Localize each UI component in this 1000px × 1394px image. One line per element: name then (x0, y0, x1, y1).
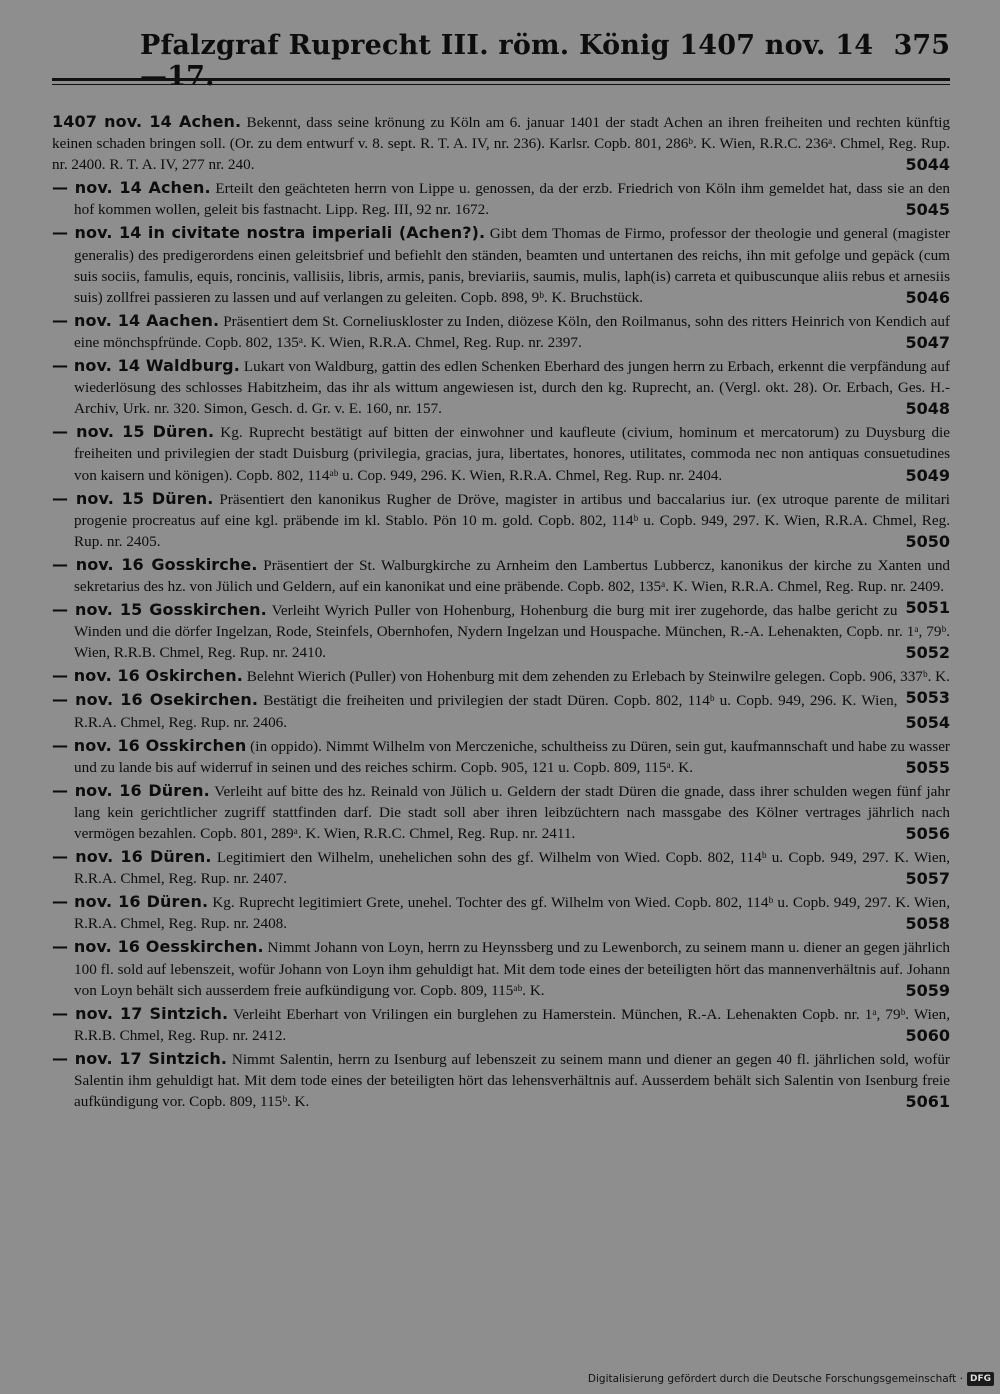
regest-entry (52, 1003, 950, 1046)
regest-entry (52, 177, 950, 220)
regest-entry (52, 1048, 950, 1112)
regest-entry (52, 222, 950, 307)
entry-number: 5058 (905, 914, 950, 934)
entry-text: Belehnt Wierich (Puller) von Hohenburg mit dem zehenden zu Erlebach by Steinwilre gelegen. Copb. 906, 337ᵇ. K. (242, 668, 950, 686)
regest-list (52, 111, 950, 1114)
entry-text: (in oppido). Nimmt Wilhelm von Merczeniche, schultheiss zu Düren, sein gut, kaufmannschaft und habe zu wasser und zu lande bis auf widerruf in seinen und des reiches schirm. Copb. 905, 121 u. Copb. 809, 115ᵃ. K. (74, 737, 950, 776)
entry-number: 5056 (905, 824, 950, 843)
page-number: 375 (893, 30, 950, 61)
entry-number: 5057 (905, 869, 950, 889)
entry-date-place: — nov. 16 Düren. (52, 780, 210, 800)
entry-text: Gibt dem Thomas de Firmo, professor der theologie und general (magister generalis) des predigerordens einen geleitsbrief und befiehlt den ständen, beamten und untertanen des reichs, ihn mit gefolge und gepäck (cum suis sociis, famulis, equis, roncinis, vallisiis, libris, armis, panis, breviariis, saumis, mulis, laph(is) carreta et quibuscunque aliis rebus et arnesiis suis) zollfrei passieren zu lassen und auf verlangen zu geleiten. Copb. 898, 9ᵇ. K. Bruchstück. (74, 225, 950, 306)
running-title: Pfalzgraf Ruprecht III. röm. König 1407 nov. 14—17. (140, 30, 874, 92)
entry-date-place: — nov. 16 Düren. (52, 847, 212, 867)
entry-number: 5055 (905, 757, 950, 777)
entry-text: Kg. Ruprecht bestätigt auf bitten der einwohner und kaufleute (civium, hominum et mercatorum) zu Duysburg die freiheiten und privilegien der stadt Duisburg (privilegia, gracias, jura, libertates, honores, utilitates, commoda nec non antiquas consuetudines von kaisern und königen). Copb. 802, 114ᵃᵇ u. Cop. 949, 296. K. Wien, R.R.A. Chmel, Reg. Rup. nr. 2404. (74, 424, 950, 484)
funding-footer (588, 1372, 994, 1386)
entry-text: Verleiht Eberhart von Vrilingen ein burglehen zu Hamerstein. München, R.-A. Lehenakten Copb. nr. 1ᵃ, 79ᵇ. Wien, R.R.B. Chmel, Reg. Rup. nr. 2412. (74, 1005, 950, 1044)
entry-number: 5059 (905, 980, 950, 1000)
regest-entry (52, 310, 950, 353)
entry-number: 5045 (905, 200, 950, 220)
entry-date-place: — nov. 14 Waldburg. (52, 356, 240, 376)
regest-entry (52, 488, 950, 552)
entry-text: Nimmt Salentin, herrn zu Isenburg auf lebenszeit zu seinem mann und diener an gegen 40 fl. jährlichen sold, wofür Salentin ihm gehuldigt hat. Mit dem tode eines der beteiligten hört das lehensverhältnis auf. Ausserdem behält sich Salentin von Isenburg freie aufkündigung vor. Copb. 809, 115ᵇ. K. (74, 1050, 950, 1111)
header-rule (52, 78, 950, 85)
entry-date-place: — nov. 14 in civitate nostra imperiali (Achen?). (52, 223, 486, 243)
entry-date-place: — nov. 15 Gosskirchen. (52, 600, 267, 620)
entry-date-place: — nov. 16 Gosskirche. (52, 554, 258, 574)
entry-number: 5044 (905, 155, 950, 175)
entry-number: 5048 (905, 399, 950, 419)
entry-date-place: — nov. 15 Düren. (52, 488, 214, 508)
entry-date-place: — nov. 17 Sintzich. (52, 1003, 229, 1023)
regest-entry (52, 421, 950, 485)
entry-date-place: — nov. 16 Oskirchen. (52, 666, 243, 686)
entry-date-place: — nov. 16 Osekirchen. (52, 690, 259, 710)
entry-date-place: — nov. 16 Osskirchen (52, 735, 247, 755)
regest-entry (52, 689, 950, 732)
entry-date-place: 1407 nov. 14 Achen. (52, 112, 242, 131)
entry-text: Verleiht Wyrich Puller von Hohenburg, Hohenburg die burg mit irer zugehorde, das halbe gericht zu Winden und die dörfer Ingelzan, Rode, Steinfels, Obernhofen, Nydern Ingelzan und Houspache. München, R.-A. Lehenakten, Copb. nr. 1ᵃ, 79ᵇ. Wien, R.R.B. Chmel, Reg. Rup. nr. 2410. (74, 602, 950, 662)
entry-number: 5060 (905, 1025, 950, 1045)
entry-date-place: — nov. 16 Düren. (52, 892, 209, 912)
regest-entry (52, 355, 950, 419)
regest-entry (52, 780, 950, 844)
entry-number: 5047 (905, 332, 950, 352)
regest-entry (52, 599, 950, 663)
regest-entry (52, 891, 950, 934)
entry-number: 5061 (905, 1092, 950, 1112)
entry-date-place: — nov. 16 Oesskirchen. (52, 937, 264, 957)
entry-text: Präsentiert dem St. Corneliuskloster zu Inden, diözese Köln, den Roilmanus, sohn des ritters Heinrich von Kendich auf eine mönchspfründe. Copb. 802, 135ᵃ. K. Wien, R.R.A. Chmel, Reg. Rup. nr. 2397. (74, 312, 950, 351)
regest-entry (52, 111, 950, 175)
entry-date-place: — nov. 14 Achen. (52, 178, 211, 198)
entry-number: 5054 (905, 712, 950, 732)
entry-text: Präsentiert den kanonikus Rugher de Dröve, magister in artibus und baccalarius iur. (ex utroque parente de militari progenie procreatus auf eine kgl. präbende im kl. Stablo. Pön 10 m. gold. Copb. 802, 114ᵇ u. Copb. 949, 297. K. Wien, R.R.A. Chmel, Reg. Rup. nr. 2405. (74, 490, 951, 550)
entry-number: 5051 (905, 598, 950, 618)
regest-entry (52, 846, 950, 889)
regest-entry (52, 936, 950, 1000)
entry-number: 5053 (905, 688, 950, 708)
funding-note: Digitalisierung gefördert durch die Deutsche Forschungsgemeinschaft · (587, 1373, 963, 1385)
entry-text: Legitimiert den Wilhelm, unehelichen sohn des gf. Wilhelm von Wied. Copb. 802, 114ᵇ u. Copb. 949, 297. K. Wien, R.R.A. Chmel, Reg. Rup. nr. 2407. (74, 849, 950, 888)
entry-text: Lukart von Waldburg, gattin des edlen Schenken Eberhard des jungen herrn zu Erbach, erkennt die verpfändung auf wiederlösung des schlosses Habitzheim, das ihr als wittum angewiesen ist, durch den kg. Ruprecht, an. (Vergl. okt. 28). Or. Erbach, Ges. H.-Archiv, Urk. nr. 320. Simon, Gesch. d. Gr. v. E. 160, nr. 157. (74, 358, 950, 418)
entry-date-place: — nov. 15 Düren. (52, 422, 215, 442)
regest-entry (52, 735, 950, 778)
page-header (52, 30, 950, 92)
entry-text: Bestätigt die freiheiten und privilegien der stadt Düren. Copb. 802, 114ᵇ u. Copb. 949, 296. K. Wien, R.R.A. Chmel, Reg. Rup. nr. 2406. (74, 692, 898, 731)
entry-text: Präsentiert der St. Walburgkirche zu Arnheim den Lambertus Lubbercz, kanonikus der kirche zu Xanten und sekretarius des hz. von Jülich und Geldern, auf ein kanonikat und eine präbende. Copb. 802, 135ᵃ. K. Wien, R.R.A. Chmel, Reg. Rup. nr. 2409. (74, 556, 951, 595)
entry-text: Erteilt den geächteten herrn von Lippe u. genossen, da der erzb. Friedrich von Köln ihm gemeldet hat, dass sie an den hof kommen wollen, geleit bis fastnacht. Lipp. Reg. III, 92 nr. 1672. (74, 180, 950, 219)
entry-text: Nimmt Johann von Loyn, herrn zu Heynssberg und zu Lewenborch, zu seinem mann u. diener an gegen jährlich 100 fl. sold auf lebenszeit, wofür Johann von Loyn ihm gehuldigt hat. Mit dem tode eines der beteiligten hört das mannenverhältnis auf. Johann von Loyn behält sich ausserdem freie aufkündigung vor. Copb. 809, 115ᵃᵇ. K. (74, 939, 950, 999)
dfg-logo: DFG (967, 1372, 994, 1386)
entry-number: 5046 (905, 287, 950, 307)
entry-text: Bekennt, dass seine krönung zu Köln am 6. januar 1401 der stadt Achen an ihren freiheiten und rechten künftig keinen schaden bringen soll. (Or. zu dem entwurf v. 8. sept. R. T. A. IV, nr. 236). Karlsr. Copb. 801, 286ᵇ. K. Wien, R.R.C. 236ᵃ. Chmel, Reg. Rup. nr. 2400. R. T. A. IV, 277 nr. 240. (52, 114, 951, 174)
entry-date-place: — nov. 17 Sintzich. (52, 1048, 228, 1068)
entry-number: 5052 (905, 643, 950, 663)
entry-text: Verleiht auf bitte des hz. Reinald von Jülich u. Geldern der stadt Düren die gnade, dass ihrer schulden wegen fünf jahr lang kein gerichtlicher zugriff stattfinden darf. Die stadt soll aber ihren leibzüchtern nach massgabe des Kölner vertrages jährlich nach vermögen bezahlen. Copb. 801, 289ᵃ. K. Wien, R.R.C. Chmel, Reg. Rup. nr. 2411. (74, 782, 950, 842)
entry-text: Kg. Ruprecht legitimiert Grete, unehel. Tochter des gf. Wilhelm von Wied. Copb. 802, 114ᵇ u. Copb. 949, 297. K. Wien, R.R.A. Chmel, Reg. Rup. nr. 2408. (74, 894, 951, 933)
entry-number: 5050 (905, 531, 950, 551)
entry-date-place: — nov. 14 Aachen. (52, 310, 220, 330)
entry-number: 5049 (905, 465, 950, 485)
